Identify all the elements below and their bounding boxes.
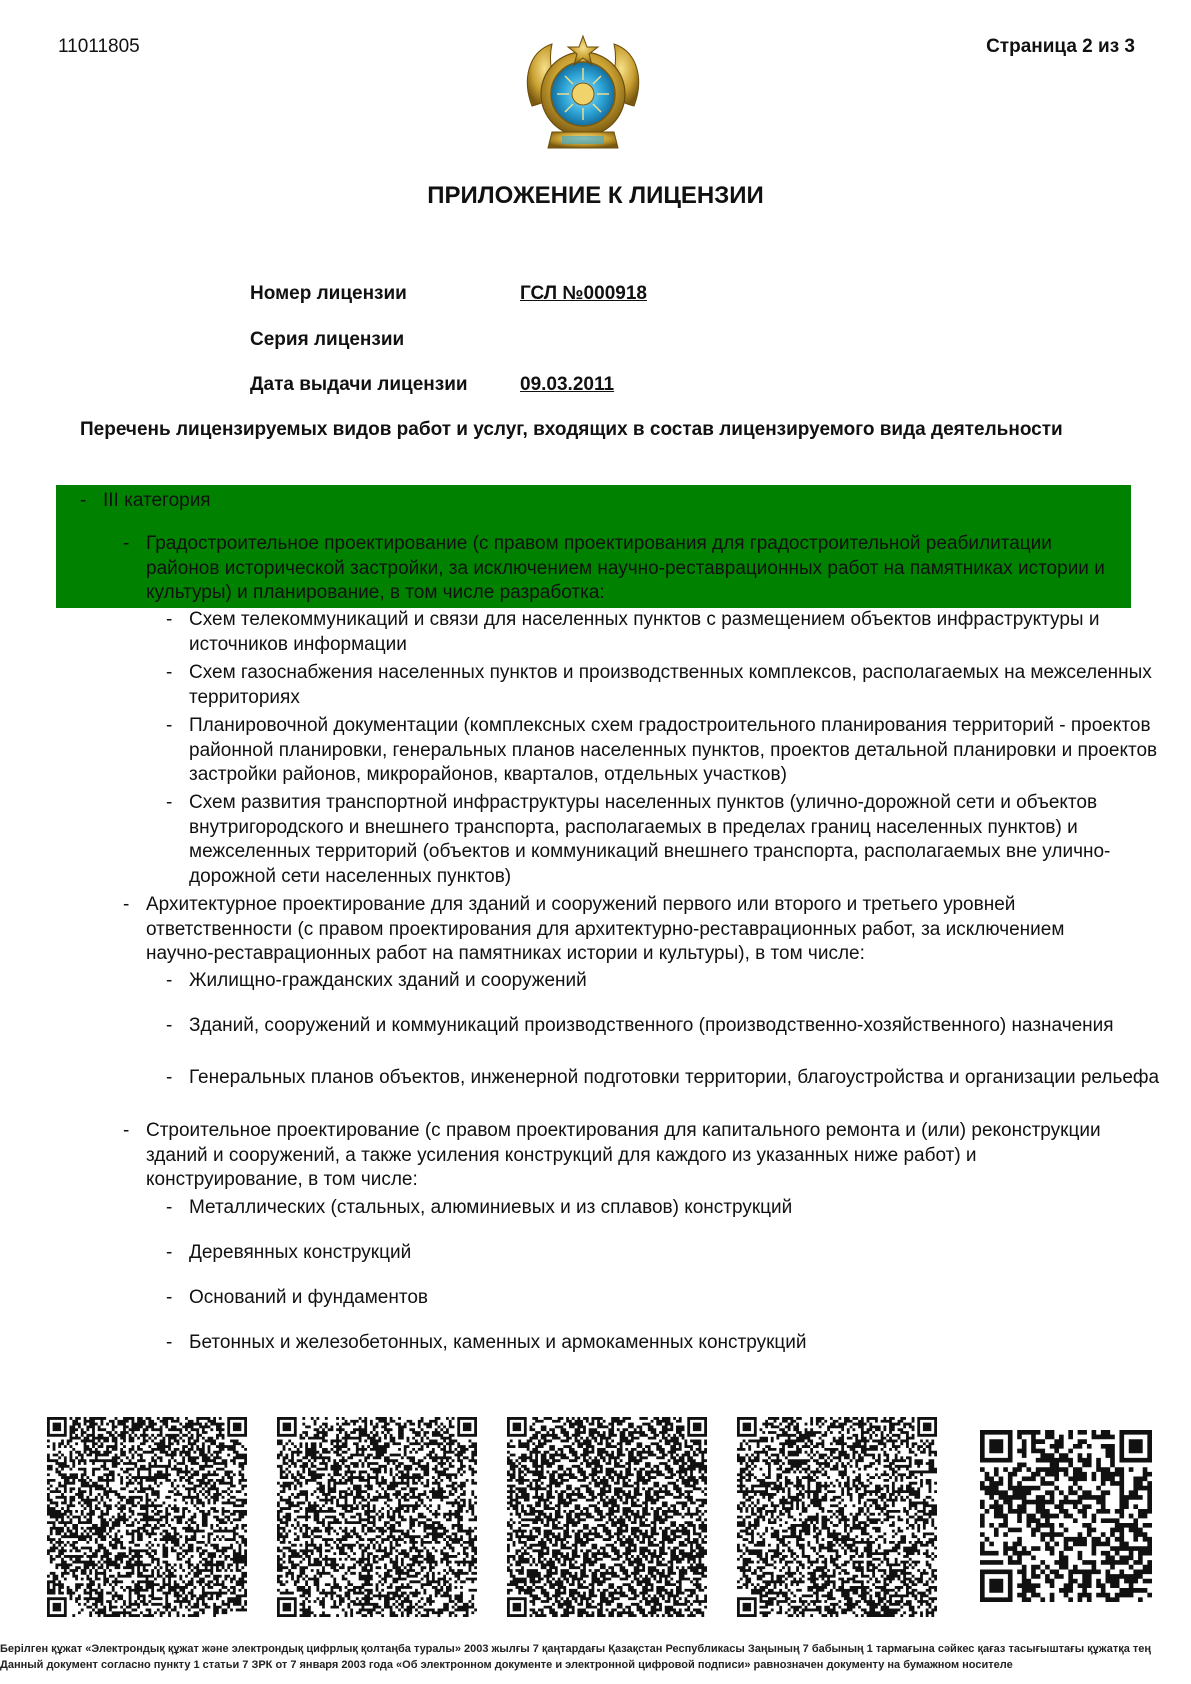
list-item	[166, 714, 1184, 788]
list-bullet: -	[123, 533, 130, 554]
list-bullet: -	[166, 1067, 173, 1088]
list-heading: Перечень лицензируемых видов работ и услуг, входящих в состав лицензируемого вида деятельности	[80, 419, 1063, 440]
list-item-text: Схем развития транспортной инфраструктуры населенных пунктов (улично-дорожной сети и объектов внутригородского и внешнего транспорта, располагаемых в пределах границ населенных пунктов) и межселенных территорий (объектов и коммуникаций внешнего транспорта, располагаемых вне улично-дорожной сети населенных пунктов)	[189, 792, 1111, 887]
license-number-label: Номер лицензии	[250, 283, 407, 304]
list-bullet: -	[166, 1287, 173, 1308]
list-item-text: Оснований и фундаментов	[189, 1287, 429, 1308]
list-item	[166, 1286, 1184, 1311]
list-item-category	[80, 489, 211, 514]
list-item-text: Бетонных и железобетонных, каменных и армокаменных конструкций	[189, 1332, 807, 1353]
document-number: 11011805	[58, 36, 140, 57]
list-bullet: -	[166, 1197, 173, 1218]
license-date-value: 09.03.2011	[520, 374, 615, 395]
list-item-text: Схем телекоммуникаций и связи для населенных пунктов с размещением объектов инфраструктуры и источников информации	[189, 609, 1100, 655]
list-item-text: Зданий, сооружений и коммуникаций производственного (производственно-хозяйственного) назначения	[189, 1015, 1114, 1036]
qr-code-icon	[47, 1417, 247, 1617]
list-item-urban-planning	[123, 532, 1126, 606]
list-bullet: -	[166, 1332, 173, 1353]
list-item-text: Генеральных планов объектов, инженерной подготовки территории, благоустройства и организации рельефа	[189, 1067, 1160, 1088]
list-bullet: -	[166, 792, 173, 813]
list-bullet: -	[166, 715, 173, 736]
list-item	[166, 1066, 1184, 1091]
list-item-text: Планировочной документации (комплексных схем градостроительного планирования территорий - проектов районной планировки, генеральных планов населенных пунктов, проектов детальной планировки и проектов застройки районов, микрорайонов, кварталов, отдельных участков)	[189, 715, 1158, 785]
list-bullet: -	[166, 609, 173, 630]
qr-code-icon	[737, 1417, 937, 1617]
list-bullet: -	[166, 970, 173, 991]
page-indicator: Страница 2 из 3	[986, 36, 1135, 57]
state-emblem-kazakhstan-icon	[518, 28, 648, 160]
list-item	[166, 1014, 1184, 1039]
list-item-text: Металлических (стальных, алюминиевых и из сплавов) конструкций	[189, 1197, 793, 1218]
qr-code-icon	[980, 1430, 1152, 1602]
list-bullet: -	[166, 1015, 173, 1036]
list-item	[166, 1241, 1184, 1266]
list-item	[166, 1331, 1184, 1356]
list-item-structural-design	[123, 1119, 1126, 1193]
list-item-text: Деревянных конструкций	[189, 1242, 412, 1263]
list-item-text: Градостроительное проектирование (с правом проектирования для градостроительной реабилитации районов исторической застройки, за исключением научно-реставрационных работ на памятниках истории и культуры) и планирование, в том числе разработка:	[146, 533, 1105, 603]
qr-code-icon	[277, 1417, 477, 1617]
list-item-text: Строительное проектирование (с правом проектирования для капитального ремонта и (или) реконструкции зданий и сооружений, а также усиления конструкций для каждого из указанных ниже работ) и конструирование, в том числе:	[146, 1120, 1101, 1190]
license-date-label: Дата выдачи лицензии	[250, 374, 468, 395]
list-item	[166, 1196, 1184, 1221]
list-item	[166, 661, 1184, 710]
footer-legal-kz: Берілген құжат «Электрондық құжат және электрондық цифрлық қолтаңба туралы» 2003 жылғы 7 қаңтардағы Қазақстан Республикасы Заңының 7 бабының 1 тармағына сәйкес қағаз тасығыштағы құжатқа тең	[0, 1643, 1152, 1655]
list-bullet: -	[80, 490, 87, 511]
list-item-text: Архитектурное проектирование для зданий и сооружений первого или второго и третьего уровней ответственности (с правом проектирования для архитектурно-реставрационных работ, за исключением научно-реставрационных работ на памятниках истории и культуры), в том числе:	[146, 894, 1065, 964]
list-bullet: -	[166, 1242, 173, 1263]
list-bullet: -	[123, 1120, 130, 1141]
list-item-architectural-design	[123, 893, 1126, 967]
list-item-text: Схем газоснабжения населенных пунктов и производственных комплексов, располагаемых на межселенных территориях	[189, 662, 1152, 708]
list-item	[166, 608, 1184, 657]
list-item-text: III категория	[103, 490, 211, 511]
list-item	[166, 791, 1184, 889]
list-bullet: -	[166, 662, 173, 683]
license-number-value: ГСЛ №000918	[520, 283, 647, 304]
page-title: ПРИЛОЖЕНИЕ К ЛИЦЕНЗИИ	[427, 182, 764, 209]
list-bullet: -	[123, 894, 130, 915]
license-series-label: Серия лицензии	[250, 329, 405, 350]
qr-code-icon	[507, 1417, 707, 1617]
footer-legal-ru: Данный документ согласно пункту 1 статьи 7 ЗРК от 7 января 2003 года «Об электронном документе и электронной цифровой подписи» равнозначен документу на бумажном носителе	[0, 1659, 1013, 1671]
list-item-text: Жилищно-гражданских зданий и сооружений	[189, 970, 587, 991]
list-item	[166, 969, 1184, 994]
